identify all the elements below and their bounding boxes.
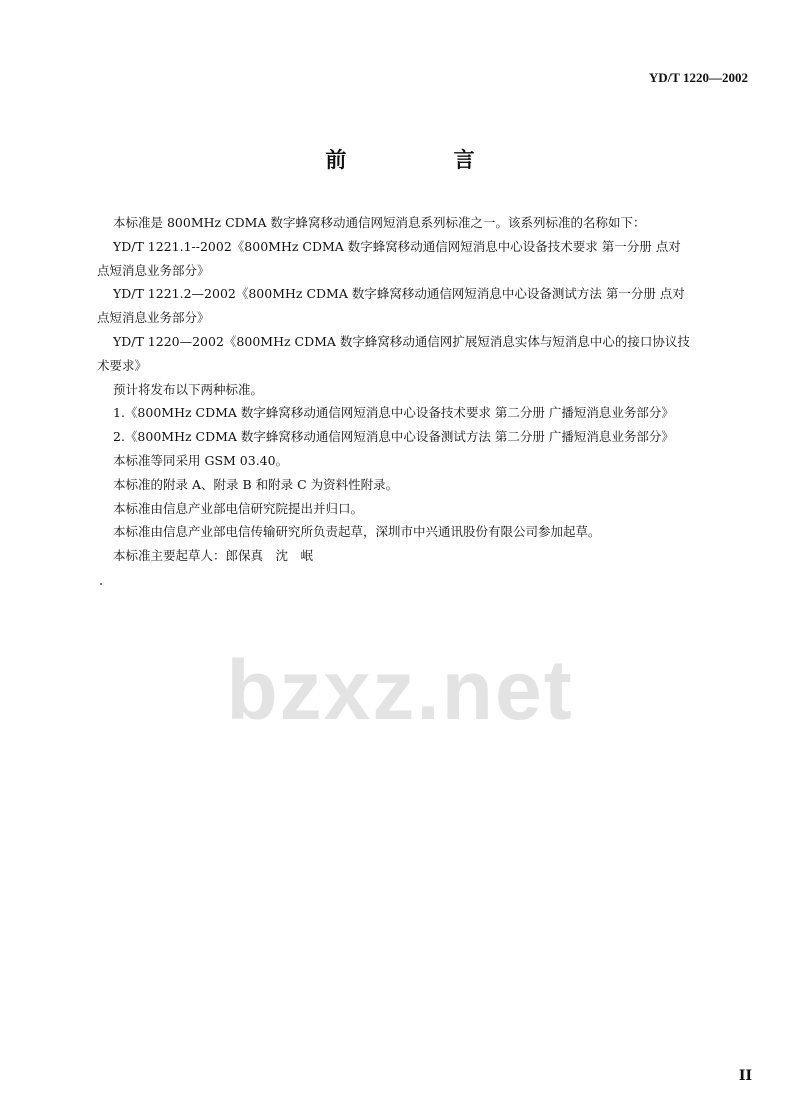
- scan-speck: [100, 583, 102, 585]
- paragraph: YD/T 1220—2002《800MHz CDMA 数字蜂窝移动通信网扩展短消息实体与短消息中心的接口协议技: [113, 333, 690, 349]
- paragraph: 1.《800MHz CDMA 数字蜂窝移动通信网短消息中心设备技术要求 第二分册 广播短消息业务部分》: [113, 405, 674, 421]
- paragraph-continuation: 术要求》: [97, 357, 148, 373]
- paragraph: 本标准由信息产业部电信研究院提出并归口。: [113, 500, 364, 516]
- paragraph-continuation: 点短消息业务部分》: [97, 262, 210, 278]
- foreword-body: [97, 211, 757, 568]
- watermark: bzxz.net: [226, 643, 574, 737]
- paragraph: 本标准主要起草人：郎保真 沈 岷: [113, 548, 314, 564]
- page-number: II: [738, 1068, 752, 1084]
- standard-code-header: YD/T 1220—2002: [648, 70, 748, 85]
- paragraph: 2.《800MHz CDMA 数字蜂窝移动通信网短消息中心设备测试方法 第二分册 广播短消息业务部分》: [113, 429, 674, 445]
- page-title: 前 言: [325, 147, 525, 172]
- paragraph: 本标准是 800MHz CDMA 数字蜂窝移动通信网短消息系列标准之一。该系列标准的名称如下：: [113, 215, 646, 230]
- paragraph: YD/T 1221.2—2002《800MHz CDMA 数字蜂窝移动通信网短消息中心设备测试方法 第一分册 点对: [113, 286, 685, 302]
- paragraph: 本标准的附录 A、附录 B 和附录 C 为资料性附录。: [113, 476, 399, 492]
- paragraph: 本标准由信息产业部电信传输研究所负责起草，深圳市中兴通讯股份有限公司参加起草。: [113, 524, 601, 540]
- paragraph: YD/T 1221.1--2002《800MHz CDMA 数字蜂窝移动通信网短消息中心设备技术要求 第一分册 点对: [113, 238, 681, 254]
- paragraph-continuation: 点短消息业务部分》: [97, 310, 210, 326]
- paragraph: 本标准等同采用 GSM 03.40。: [113, 452, 289, 468]
- paragraph: 预计将发布以下两种标准。: [113, 381, 264, 397]
